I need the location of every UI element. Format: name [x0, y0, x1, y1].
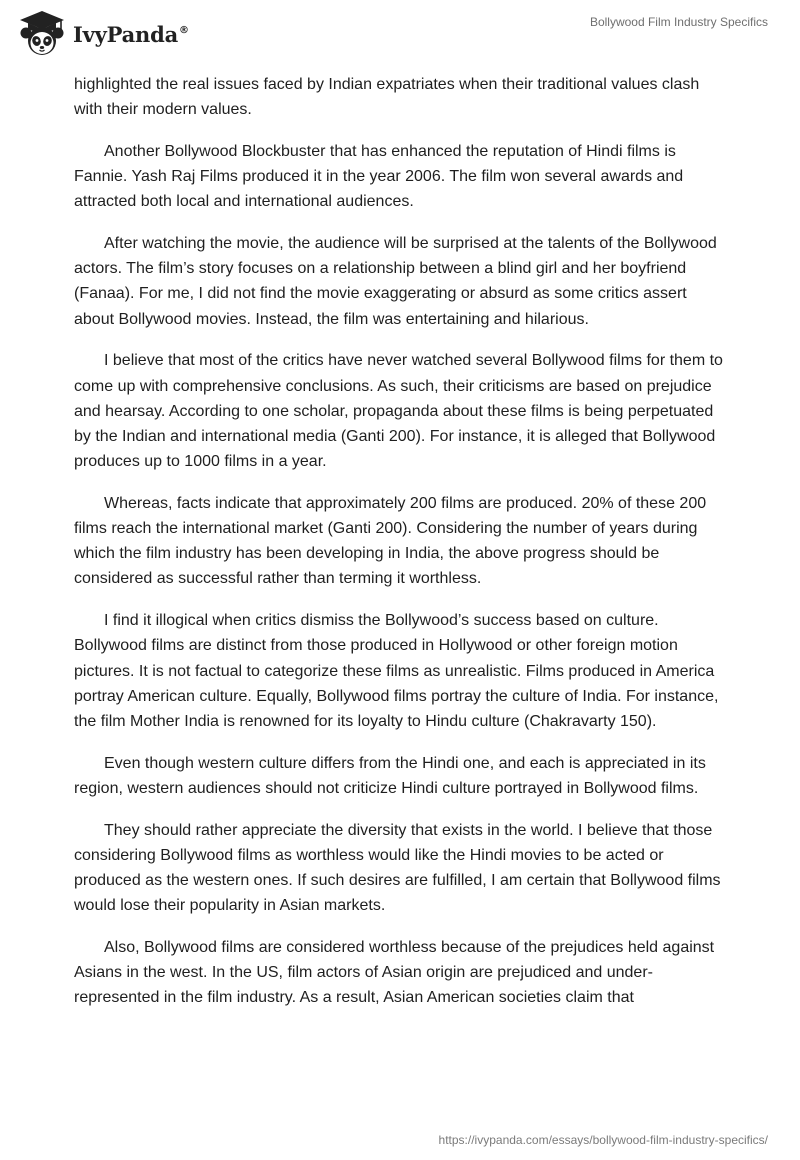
paragraph: highlighted the real issues faced by Indian expatriates when their traditional values clash with their modern values.: [74, 76, 700, 119]
paragraph: Also, Bollywood films are considered worthless because of the prejudices held against Asians in the west. In the US, film actors of Asian origin are prejudiced and under-represented in the film industry. As a result, Asian American societies claim that: [74, 938, 715, 1007]
paragraph: I find it illogical when critics dismiss the Bollywood’s success based on culture. Bollywood films are distinct from those produced in Hollywood or other foreign motion pictures. It is not factual to categorize these films as unrealistic. Films produced in America portray American culture. Equally, Bollywood films portray the culture of India. For instance, the film Mother India is renowned for its loyalty to Hindu culture (Chakravarty 150).: [74, 612, 719, 730]
brand-name: IvyPanda®: [73, 21, 189, 47]
source-url[interactable]: https://ivypanda.com/essays/bollywood-film-industry-specifics/: [438, 1133, 768, 1147]
paragraph: Another Bollywood Blockbuster that has enhanced the reputation of Hindi films is Fannie. Yash Raj Films produced it in the year 2006. The film won several awards and attracted both local and international audiences.: [74, 142, 684, 211]
panda-graduate-icon: [14, 9, 70, 57]
essay-body: [74, 72, 730, 1027]
ivypanda-logo[interactable]: [14, 9, 189, 57]
paragraph: Even though western culture differs from the Hindi one, and each is appreciated in its region, western audiences should not criticize Hindi culture portrayed in Bollywood films.: [74, 754, 706, 797]
page-header: [0, 0, 800, 70]
registered-mark: ®: [179, 24, 189, 36]
paragraph: They should rather appreciate the diversity that exists in the world. I believe that those considering Bollywood films as worthless would like the Hindi movies to be acted or produced as the western ones. If such desires are fulfilled, I am certain that Bollywood films would lose their popularity in Asian markets.: [74, 821, 721, 915]
paragraph: I believe that most of the critics have never watched several Bollywood films for them to come up with comprehensive conclusions. As such, their criticisms are based on prejudice and hearsay. According to one scholar, propaganda about these films is being perpetuated by the Indian and international media (Ganti 200). For instance, it is alleged that Bollywood produces up to 1000 films in a year.: [74, 352, 723, 471]
paragraph: Whereas, facts indicate that approximately 200 films are produced. 20% of these 200 films reach the international market (Ganti 200). Considering the number of years during which the film industry has been developing in India, the above progress should be considered as successful rather than terming it worthless.: [74, 494, 707, 588]
document-title: Bollywood Film Industry Specifics: [589, 15, 768, 29]
paragraph: After watching the movie, the audience will be surprised at the talents of the Bollywood actors. The film’s story focuses on a relationship between a blind girl and her boyfriend (Fanaa). For me, I did not find the movie exaggerating or absurd as some critics assert about Bollywood movies. Instead, the film was entertaining and hilarious.: [74, 235, 717, 328]
